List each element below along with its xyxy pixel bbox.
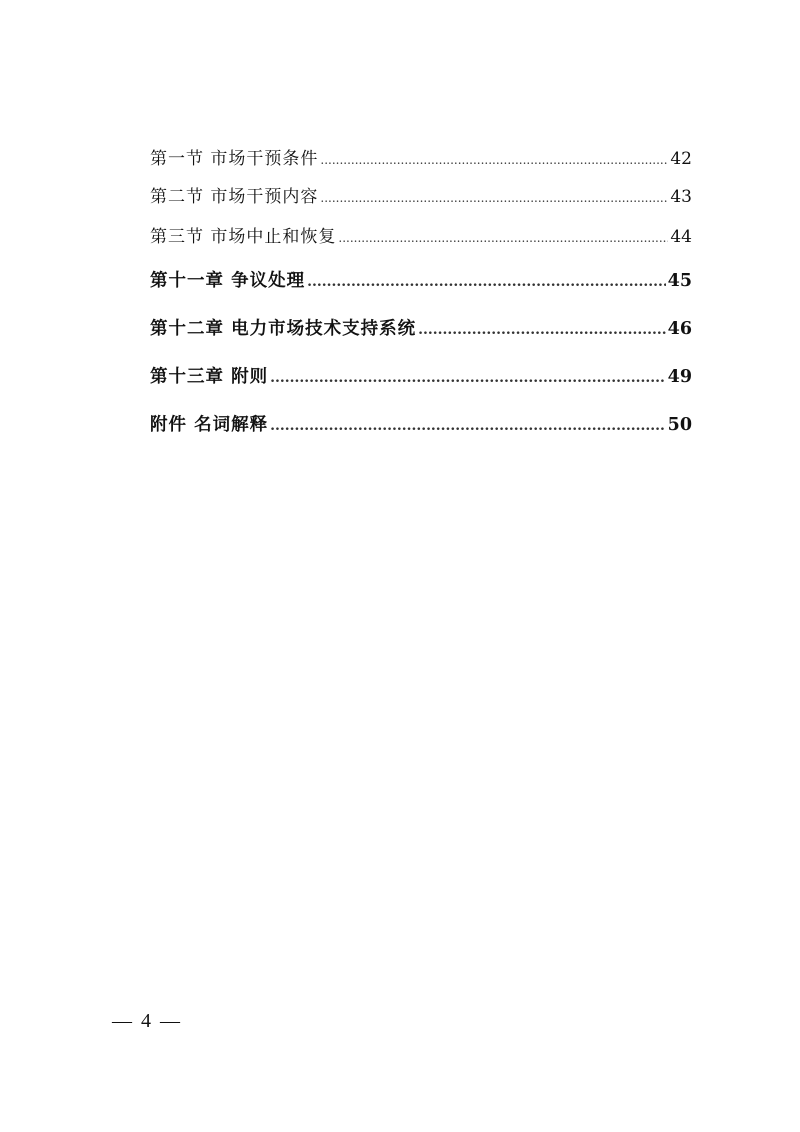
toc-entry-label: 第十二章 电力市场技术支持系统 [150,319,417,339]
toc-entry-chapter-11[interactable] [150,264,692,312]
toc-page-number: 44 [670,227,692,247]
page-number-footer: — 4 — [112,1010,182,1032]
dot-leader [418,313,666,347]
toc-entry-appendix[interactable] [150,408,692,456]
toc-entry-chapter-12[interactable] [150,312,692,360]
toc-page-number: 43 [670,187,692,207]
dot-leader [270,361,666,395]
toc-entry-label: 第三节 市场中止和恢复 [150,227,337,247]
toc-page-number: 42 [670,149,692,169]
toc-entry-label: 第十一章 争议处理 [150,271,306,291]
toc-entry-label: 附件 名词解释 [150,415,269,435]
toc-entry-section-3[interactable] [150,220,692,260]
toc-entry-label: 第一节 市场干预条件 [150,149,319,169]
toc-entry-label: 第二节 市场干预内容 [150,187,319,207]
toc-entry-section-1[interactable] [150,142,692,180]
table-of-contents [150,142,692,456]
dot-leader [270,409,666,443]
dot-leader [320,181,668,215]
toc-page-number: 50 [667,415,692,435]
toc-entry-chapter-13[interactable] [150,360,692,408]
dot-leader [338,221,668,255]
dot-leader [307,265,666,299]
toc-entry-section-2[interactable] [150,180,692,220]
dot-leader [320,143,668,177]
toc-page-number: 49 [667,367,692,387]
toc-page-number: 45 [667,271,692,291]
toc-page-number: 46 [667,319,692,339]
toc-entry-label: 第十三章 附则 [150,367,269,387]
